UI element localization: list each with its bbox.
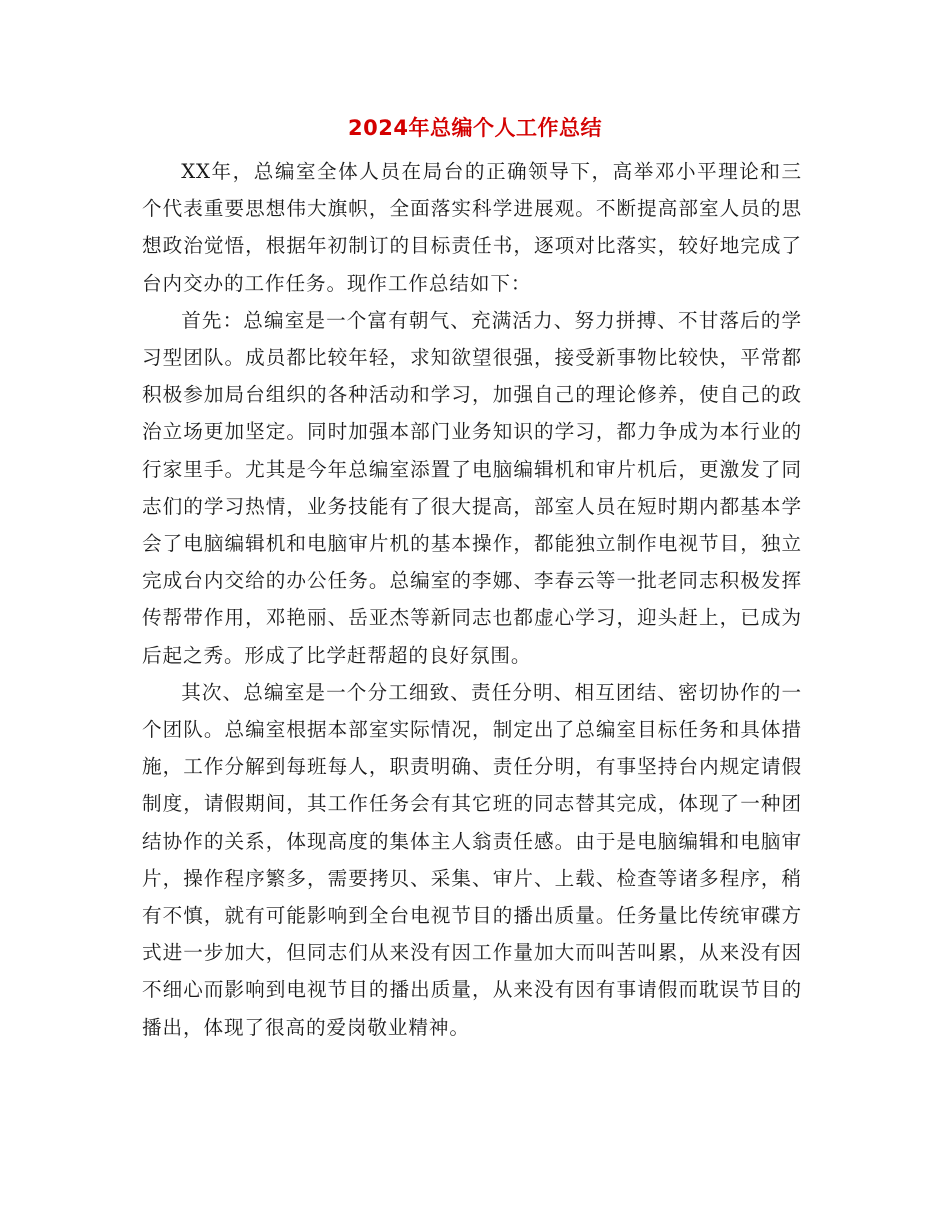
- paragraph-intro: XX年，总编室全体人员在局台的正确领导下，高举邓小平理论和三个代表重要思想伟大旗帜，全面落实科学进展观。不断提高部室人员的思想政治觉悟，根据年初制订的目标责任书，逐项对比落实，较好地完成了台内交办的工作任务。现作工作总结如下：: [142, 160, 802, 295]
- document-body: [142, 153, 802, 1046]
- document-title: 2024年总编个人工作总结: [348, 116, 602, 140]
- paragraph-second: 其次、总编室是一个分工细致、责任分明、相互团结、密切协作的一个团队。总编室根据本部室实际情况，制定出了总编室目标任务和具体措施，工作分解到每班每人，职责明确、责任分明，有事坚持台内规定请假制度，请假期间，其工作任务会有其它班的同志替其完成，体现了一种团结协作的关系，体现高度的集体主人翁责任感。由于是电脑编辑和电脑审片，操作程序繁多，需要拷贝、采集、审片、上载、检查等诸多程序，稍有不慎，就有可能影响到全台电视节目的播出质量。任务量比传统审碟方式进一步加大，但同志们从来没有因工作量加大而叫苦叫累，从来没有因不细心而影响到电视节目的播出质量，从来没有因有事请假而耽误节目的播出，体现了很高的爱岗敬业精神。: [142, 680, 802, 1039]
- paragraph-first: 首先：总编室是一个富有朝气、充满活力、努力拼搏、不甘落后的学习型团队。成员都比较年轻，求知欲望很强，接受新事物比较快，平常都积极参加局台组织的各种活动和学习，加强自己的理论修养，使自己的政治立场更加坚定。同时加强本部门业务知识的学习，都力争成为本行业的行家里手。尤其是今年总编室添置了电脑编辑机和审片机后，更激发了同志们的学习热情，业务技能有了很大提高，部室人员在短时期内都基本学会了电脑编辑机和电脑审片机的基本操作，都能独立制作电视节目，独立完成台内交给的办公任务。总编室的李娜、李春云等一批老同志积极发挥传帮带作用，邓艳丽、岳亚杰等新同志也都虚心学习，迎头赶上，已成为后起之秀。形成了比学赶帮超的良好氛围。: [142, 308, 802, 667]
